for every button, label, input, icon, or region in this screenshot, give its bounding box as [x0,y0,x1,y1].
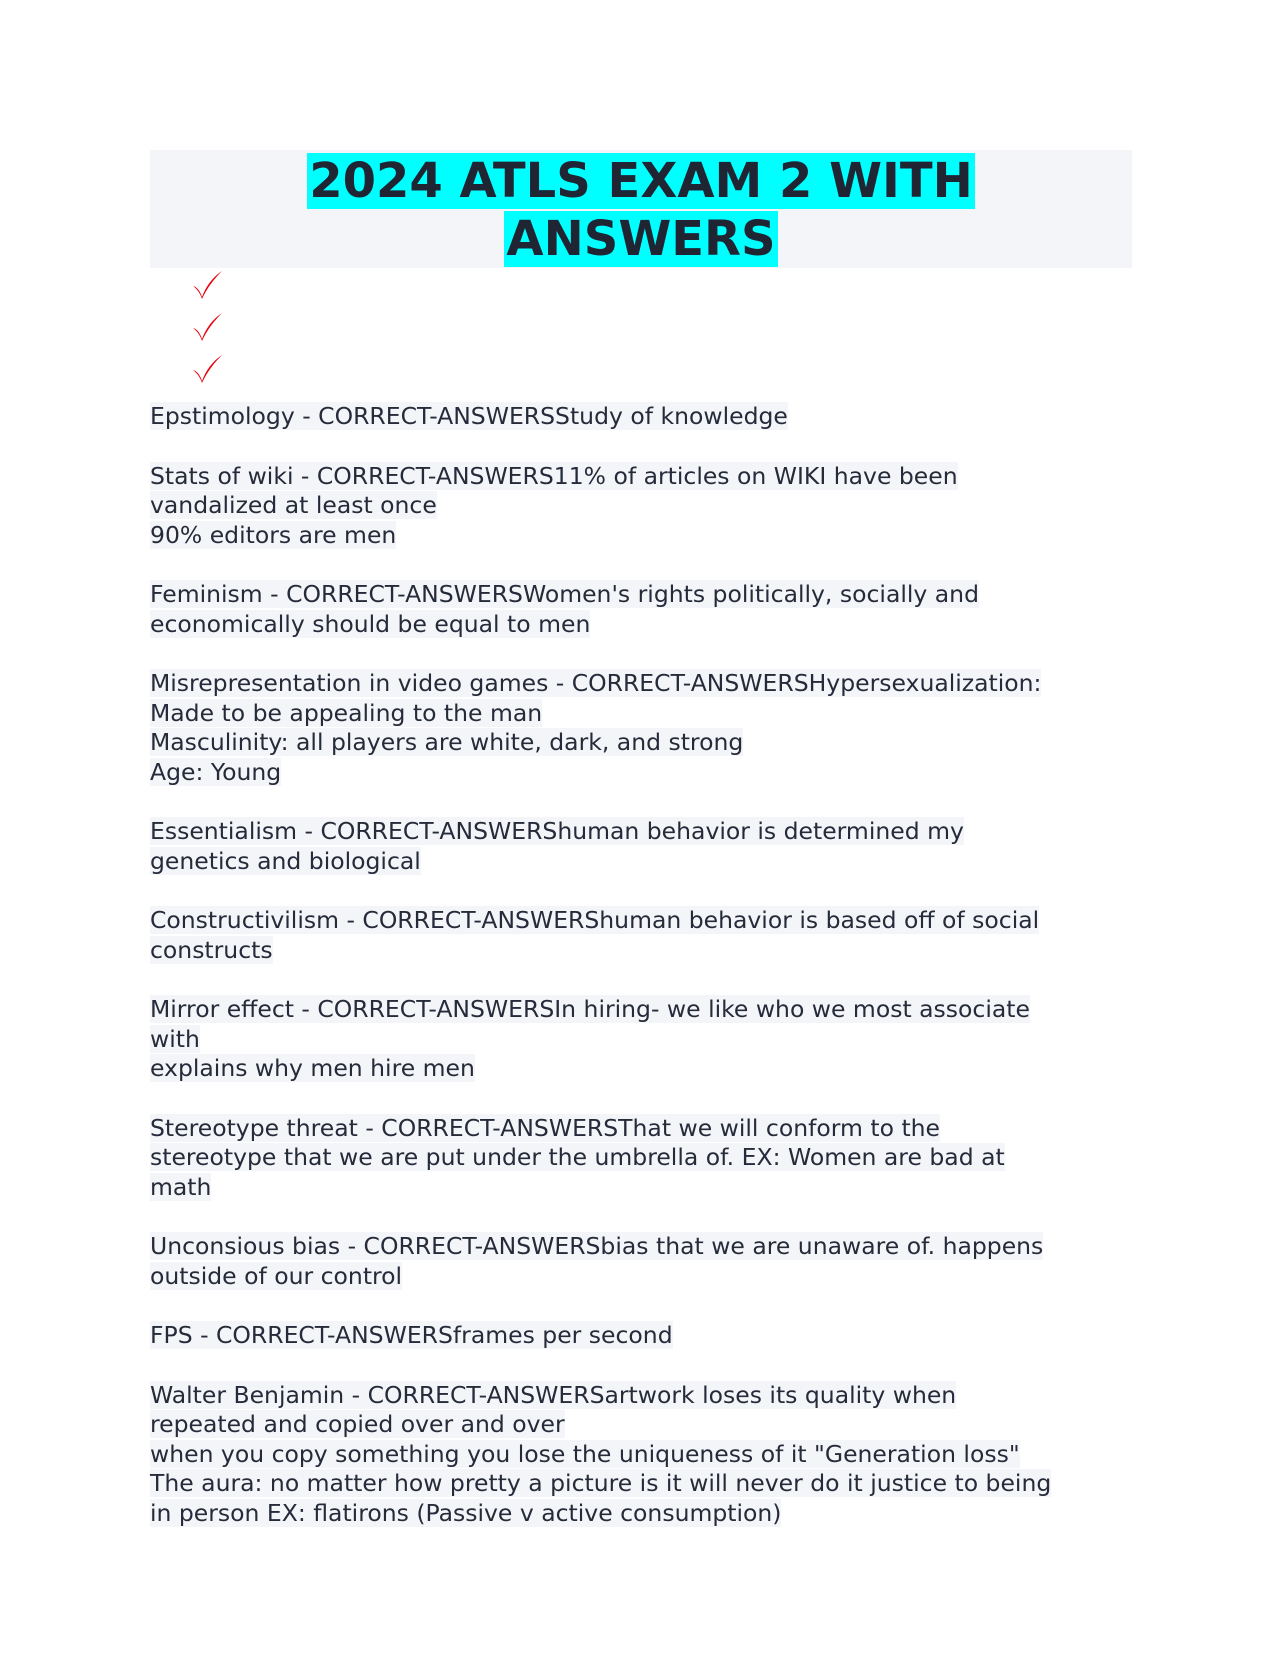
qa-line: Stereotype threat - CORRECT-ANSWERSThat we will conform to the [150,1113,941,1142]
qa-row [150,1440,1130,1470]
qa-row [150,936,1130,966]
qa-line: vandalized at least once [150,491,437,519]
qa-line: Misrepresentation in video games - CORRECT-ANSWERSHypersexualization: [150,669,1042,697]
qa-line: Walter Benjamin - CORRECT-ANSWERSartwork loses its quality when [150,1380,957,1409]
qa-row [150,1499,1130,1529]
qa-entry [150,1381,1130,1529]
document-page [150,150,1130,1558]
qa-row [150,1321,1130,1351]
qa-line: when you copy something you lose the uniqueness of it "Generation loss" [150,1439,1020,1468]
qa-line: genetics and biological [150,846,421,875]
qa-row [150,521,1130,551]
qa-line: repeated and copied over and over [150,1410,565,1438]
qa-line: Constructivilism - CORRECT-ANSWERShuman behavior is based off of social [150,906,1040,934]
qa-line: Masculinity: all players are white, dark, and strong [150,728,744,756]
qa-line: Essentialism - CORRECT-ANSWERShuman behavior is determined my [150,817,964,845]
qa-line: The aura: no matter how pretty a picture is it will never do it justice to being [150,1469,1052,1497]
qa-row [150,462,1130,492]
qa-entry [150,580,1130,639]
qa-list [150,402,1130,1528]
qa-row [150,1262,1130,1292]
qa-line: economically should be equal to men [150,609,591,638]
qa-row [150,699,1130,729]
qa-row [150,1114,1130,1144]
qa-entry [150,462,1130,551]
document-title [150,152,1132,268]
title-line-2: ANSWERS [506,211,776,267]
qa-row [150,610,1130,640]
qa-line: 90% editors are men [150,520,397,549]
qa-row [150,1054,1130,1084]
qa-line: Unconsious bias - CORRECT-ANSWERSbias that we are unaware of. happens [150,1232,1044,1260]
qa-row [150,847,1130,877]
checkmark-icon [190,352,1130,394]
qa-line: math [150,1172,212,1201]
qa-line: Feminism - CORRECT-ANSWERSWomen's rights politically, socially and [150,580,979,608]
qa-entry [150,402,1130,432]
qa-line: Mirror effect - CORRECT-ANSWERSIn hiring- we like who we most associate [150,995,1030,1023]
qa-row [150,1143,1130,1173]
title-line-1: 2024 ATLS EXAM 2 WITH [309,153,973,209]
qa-row [150,580,1130,610]
qa-row [150,758,1130,788]
title-band [150,150,1132,268]
checkmark-list [190,268,1130,394]
qa-row [150,402,1130,432]
checkmark-icon [190,268,1130,310]
qa-row [150,491,1130,521]
qa-row [150,1469,1130,1499]
qa-row [150,995,1130,1025]
qa-row [150,906,1130,936]
qa-line: stereotype that we are put under the umbrella of. EX: Women are bad at [150,1143,1005,1171]
qa-line: Stats of wiki - CORRECT-ANSWERS11% of articles on WIKI have been [150,461,958,490]
qa-row [150,817,1130,847]
qa-row [150,1232,1130,1262]
qa-line: with [150,1024,200,1053]
qa-entry [150,1114,1130,1203]
qa-entry [150,906,1130,965]
qa-row [150,1410,1130,1440]
qa-row [150,728,1130,758]
qa-line: Epstimology - CORRECT-ANSWERSStudy of knowledge [150,402,788,430]
qa-entry [150,817,1130,876]
qa-line: explains why men hire men [150,1054,475,1082]
qa-line: outside of our control [150,1261,403,1290]
qa-entry [150,669,1130,787]
qa-entry [150,1321,1130,1351]
qa-entry [150,995,1130,1084]
qa-entry [150,1232,1130,1291]
qa-row [150,1173,1130,1203]
qa-line: Made to be appealing to the man [150,698,543,727]
qa-line: in person EX: flatirons (Passive v active consumption) [150,1498,782,1527]
qa-row [150,1025,1130,1055]
qa-line: FPS - CORRECT-ANSWERSframes per second [150,1321,673,1349]
qa-row [150,1381,1130,1411]
checkmark-icon [190,310,1130,352]
qa-line: Age: Young [150,757,282,786]
qa-row [150,669,1130,699]
qa-line: constructs [150,935,273,964]
